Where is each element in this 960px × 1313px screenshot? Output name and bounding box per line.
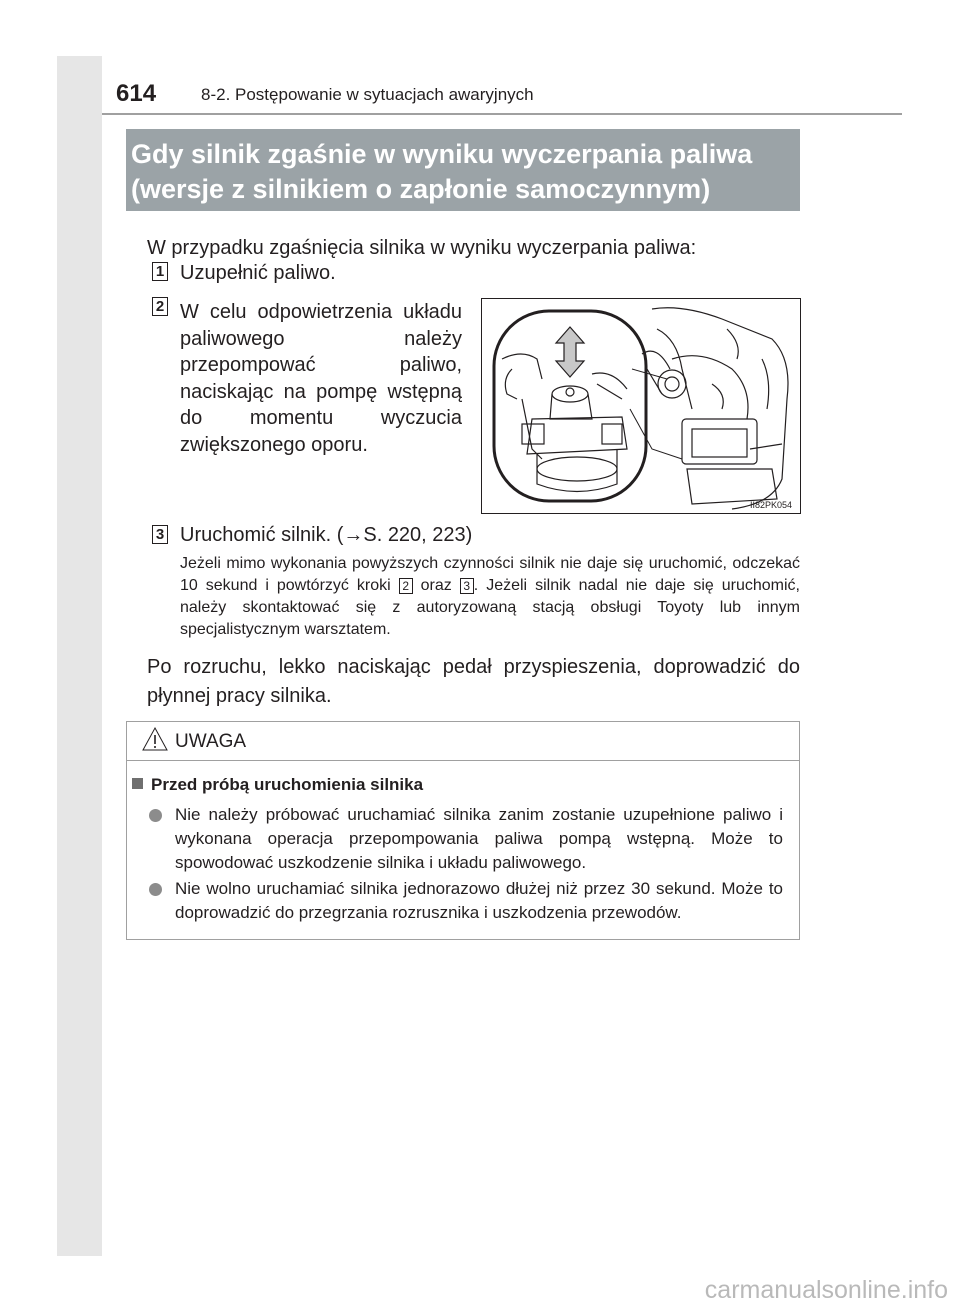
section-header: 8-2. Postępowanie w sytuacjach awaryjnych bbox=[201, 85, 534, 104]
warning-label: UWAGA bbox=[175, 731, 247, 752]
step-1-text: Uzupełnić paliwo. bbox=[180, 262, 336, 284]
page-sidebar-strip bbox=[57, 56, 102, 1256]
warning-subheading bbox=[132, 775, 423, 795]
note-text bbox=[180, 553, 800, 641]
note-part3: . Jeżeli silnik nadal nie daje się uruchomić, należy skontaktować się z autoryzowaną stacją obsługi Toyoty lub innym specjalistycznym warsztatem. bbox=[180, 577, 801, 638]
figure-code: II82PK054 bbox=[749, 500, 792, 510]
section-title-line1: Gdy silnik zgaśnie w wyniku wyczerpania paliwa bbox=[131, 139, 753, 169]
after-start-paragraph: Po rozruchu, lekko naciskając pedał przyspieszenia, doprowadzić do płynnej pracy silnika. bbox=[147, 656, 800, 707]
warning-bullet-2 bbox=[175, 877, 783, 925]
page-number: 614 bbox=[116, 80, 157, 107]
bullet-dot-icon bbox=[149, 809, 162, 822]
step-2-number: 2 bbox=[152, 297, 168, 316]
note-part1: Jeżeli mimo wykonania powyższych czynności silnik nie daje się uruchomić, odczekać 10 sekund i powtórzyć kroki bbox=[180, 555, 800, 594]
fuel-pump-illustration bbox=[481, 298, 801, 514]
engine-bay-drawing bbox=[482, 299, 801, 514]
step-2-text: W celu odpowietrzenia układu paliwowego należy przepompować paliwo, naciskając na pompę wstępną do momentu wyczucia zwiększonego oporu. bbox=[180, 301, 462, 456]
warning-bullet-1-text: Nie należy próbować uruchamiać silnika zanim zostanie uzupełnione paliwo i wykonana operacja przepompowania paliwa pompą wstępną. Może to spowodować uszkodzenie silnika i układu paliwowego. bbox=[175, 805, 783, 872]
step-3-text: Uruchomić silnik. (→S. 220, 223) bbox=[180, 524, 473, 546]
note-step-ref-2: 2 bbox=[399, 578, 413, 594]
warning-bullet-1 bbox=[175, 803, 783, 875]
intro-text: W przypadku zgaśnięcia silnika w wyniku wyczerpania paliwa: bbox=[147, 237, 697, 259]
bullet-dot-icon bbox=[149, 883, 162, 896]
warning-bullet-2-text: Nie wolno uruchamiać silnika jednorazowo dłużej niż przez 30 sekund. Może to doprowadzić do przegrzania rozrusznika i uszkodzenia przewodów. bbox=[175, 879, 783, 922]
section-title-line2: (wersje z silnikiem o zapłonie samoczynnym) bbox=[131, 174, 711, 204]
step-1-number: 1 bbox=[152, 262, 168, 281]
warning-box bbox=[126, 721, 800, 940]
section-title-box bbox=[126, 129, 800, 211]
warning-subheading-text: Przed próbą uruchomienia silnika bbox=[151, 775, 424, 794]
warning-header bbox=[127, 722, 799, 761]
step-3-number: 3 bbox=[152, 525, 168, 544]
note-step-ref-3: 3 bbox=[460, 578, 474, 594]
watermark: carmanualsonline.info bbox=[704, 1276, 948, 1304]
up-down-arrow-icon bbox=[556, 327, 584, 377]
note-part2: oraz bbox=[420, 577, 452, 594]
square-bullet-icon bbox=[132, 778, 143, 789]
header-divider bbox=[102, 113, 902, 115]
warning-triangle-icon bbox=[141, 726, 169, 752]
